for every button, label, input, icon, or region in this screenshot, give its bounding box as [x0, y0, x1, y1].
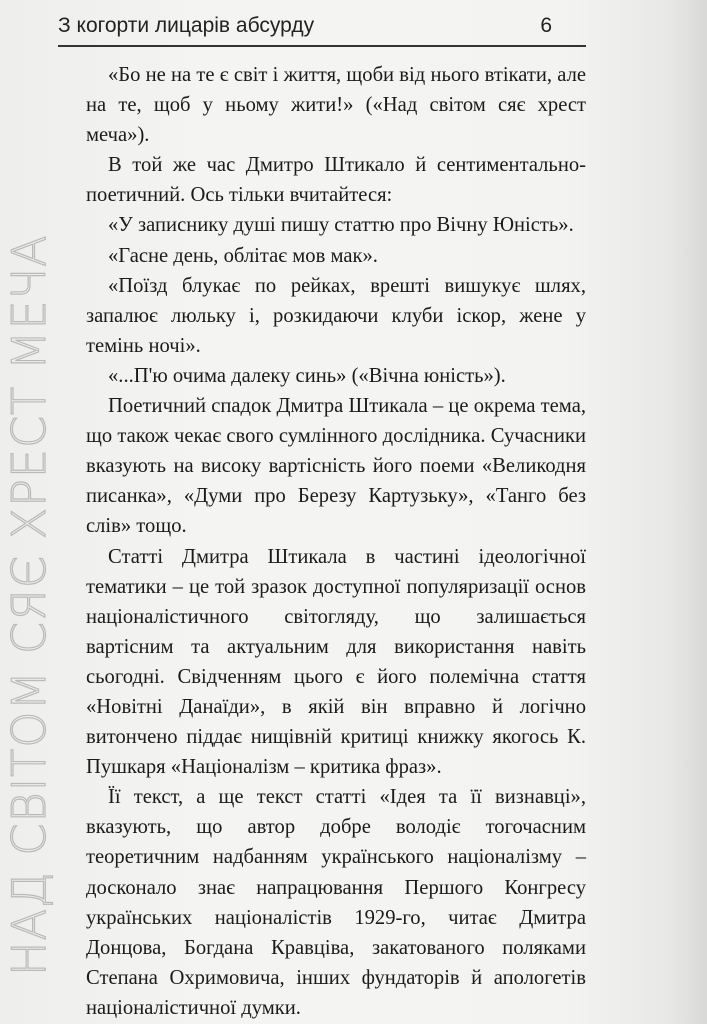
paragraph: Поетичний спадок Дмитра Штикала – це окрема тема, що також чекає свого сумлінного дослідника. Сучасники вказують на високу вартісність його поеми «Великодня писанка», «Думи про Березу Картузьку», «Танго без слів» тощо.: [86, 395, 586, 538]
paragraph: Її текст, а ще текст статті «Ідея та її визнавці», вказують, що автор добре володіє тогочасним теоретичним надбанням українського націоналізму – досконало знає напрацювання Першого Конгресу українських націоналістів 1929-го, читає Дмитра Донцова, Богдана Кравціва, закатованого поляками Степана Охримовича, інших фундаторів й апологетів націоналістичної думки.: [86, 786, 586, 1019]
paragraph: «Бо не на те є світ і життя, щоби від нього втікати, але на те, щоб у ньому жити!» («Над світом сяє хрест меча»).: [86, 64, 586, 147]
side-title: НАД СВІТОМ СЯЄ ХРЕСТ МЕЧА: [2, 234, 56, 976]
header-rule: [58, 45, 586, 47]
paragraph: «...П'ю очима далеку синь» («Вічна юність»).: [108, 364, 506, 387]
paragraph: «У записнику душі пишу статтю про Вічну Юність».: [108, 214, 574, 237]
side-title-area: [0, 60, 56, 980]
running-header: [58, 12, 586, 46]
paragraph: «Поїзд блукає по рейках, врешті вишукує шлях, запалює люльку і, розкидаючи клуби іскор, жене у темінь ночі».: [86, 274, 586, 357]
page-number: 6: [540, 14, 552, 37]
header-title: З когорти лицарів абсурду: [58, 14, 315, 37]
body-text: [86, 60, 586, 1023]
paragraph: Статті Дмитра Штикала в частині ідеологічної тематики – це той зразок доступної популяризації основ націоналістичного світогляду, що залишається вартісним та актуальним для використання навіть сьогодні. Свідченням цього є його полемічна стаття «Новітні Данаїди», в якій він вправно й логічно витончено піддає нищівній критиці книжку якогось К. Пушкаря «Націоналізм – критика фраз».: [86, 545, 586, 779]
page-edge-shadow: [667, 0, 707, 1024]
paragraph: «Гасне день, облітає мов мак».: [108, 244, 378, 267]
paragraph: В той же час Дмитро Штикало й сентиментально-поетичний. Ось тільки вчитайтеся:: [86, 154, 586, 207]
